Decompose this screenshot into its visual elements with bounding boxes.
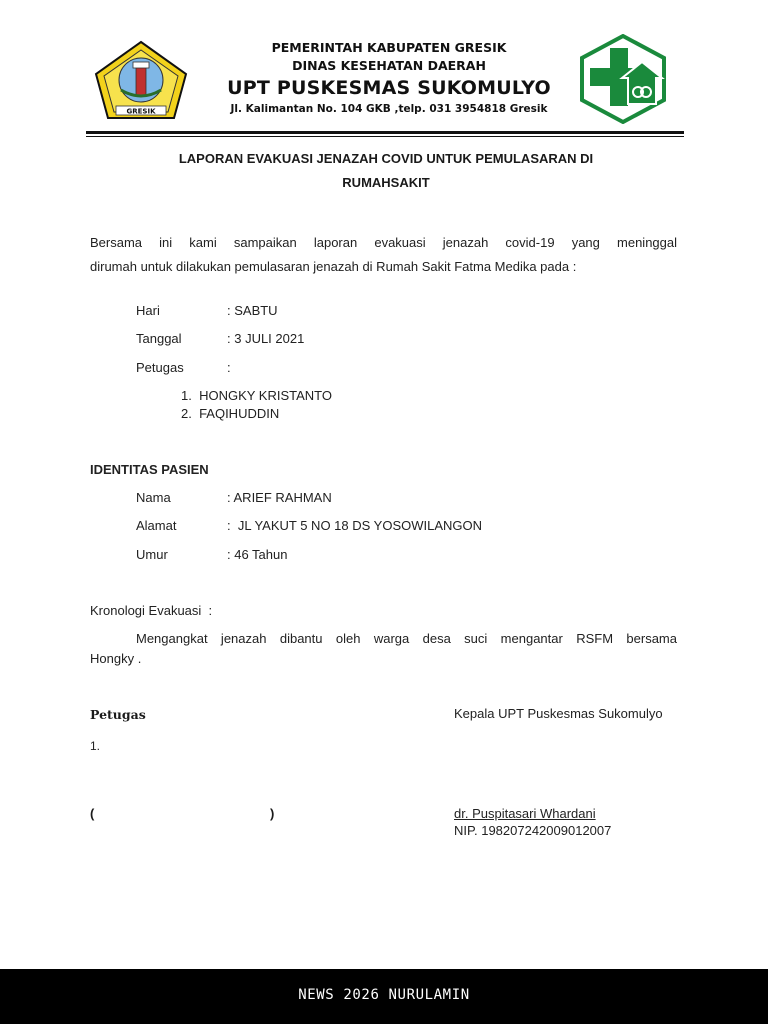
header-government-line: PEMERINTAH KABUPATEN GRESIK <box>271 40 507 55</box>
alamat-value: : JL YAKUT 5 NO 18 DS YOSOWILANGON <box>227 518 483 533</box>
signature-head-nip: NIP. 198207242009012007 <box>454 823 612 838</box>
umur-label: Umur <box>136 547 168 562</box>
officer-list-item: 1. HONGKY KRISTANTO <box>181 388 332 403</box>
tanggal-label: Tanggal <box>136 331 182 346</box>
hari-label: Hari <box>136 303 160 318</box>
chronology-line-1: Mengangkat jenazah dibantu oleh warga desa suci mengantar RSFM bersama <box>136 631 677 646</box>
gresik-emblem-logo <box>94 40 188 120</box>
signature-head-name: dr. Puspitasari Whardani <box>454 806 596 821</box>
header-divider-thin <box>86 136 684 137</box>
header-organization-name: UPT PUSKESMAS SUKOMULYO <box>227 77 551 99</box>
puskesmas-logo <box>578 34 668 124</box>
petugas-value: : <box>227 360 231 375</box>
header-department-line: DINAS KESEHATAN DAERAH <box>292 58 486 73</box>
document-title-line-2: RUMAHSAKIT <box>342 175 430 190</box>
patient-section-heading: IDENTITAS PASIEN <box>90 462 209 477</box>
signature-number: 1. <box>90 739 101 753</box>
nama-label: Nama <box>136 490 171 505</box>
logo-lettering: GRESIK <box>126 107 156 116</box>
signature-open-bracket: ( <box>90 806 95 821</box>
footer-watermark-text: NEWS 2026 NURULAMIN <box>298 987 470 1003</box>
intro-line-1: Bersama ini kami sampaikan laporan evakuasi jenazah covid-19 yang meninggal <box>90 235 677 250</box>
petugas-label: Petugas <box>136 360 184 375</box>
signature-head-title: Kepala UPT Puskesmas Sukomulyo <box>454 706 663 721</box>
signature-petugas-label: Petugas <box>90 707 146 722</box>
intro-line-2: dirumah untuk dilakukan pemulasaran jenazah di Rumah Sakit Fatma Medika pada : <box>90 259 577 274</box>
document-title-line-1: LAPORAN EVAKUASI JENAZAH COVID UNTUK PEMULASARAN DI <box>178 151 594 166</box>
header-address: Jl. Kalimantan No. 104 GKB ,telp. 031 3954818 Gresik <box>230 103 548 115</box>
tanggal-value: : 3 JULI 2021 <box>227 331 305 346</box>
hari-value: : SABTU <box>227 303 278 318</box>
chronology-label: Kronologi Evakuasi : <box>90 603 213 618</box>
officer-list-item: 2. FAQIHUDDIN <box>181 406 280 421</box>
signature-close-bracket: ) <box>270 806 275 821</box>
umur-value: : 46 Tahun <box>227 547 288 562</box>
header-divider-thick <box>86 131 684 134</box>
nama-value: : ARIEF RAHMAN <box>227 490 332 505</box>
chronology-line-2: Hongky . <box>90 651 142 666</box>
alamat-label: Alamat <box>136 518 177 533</box>
